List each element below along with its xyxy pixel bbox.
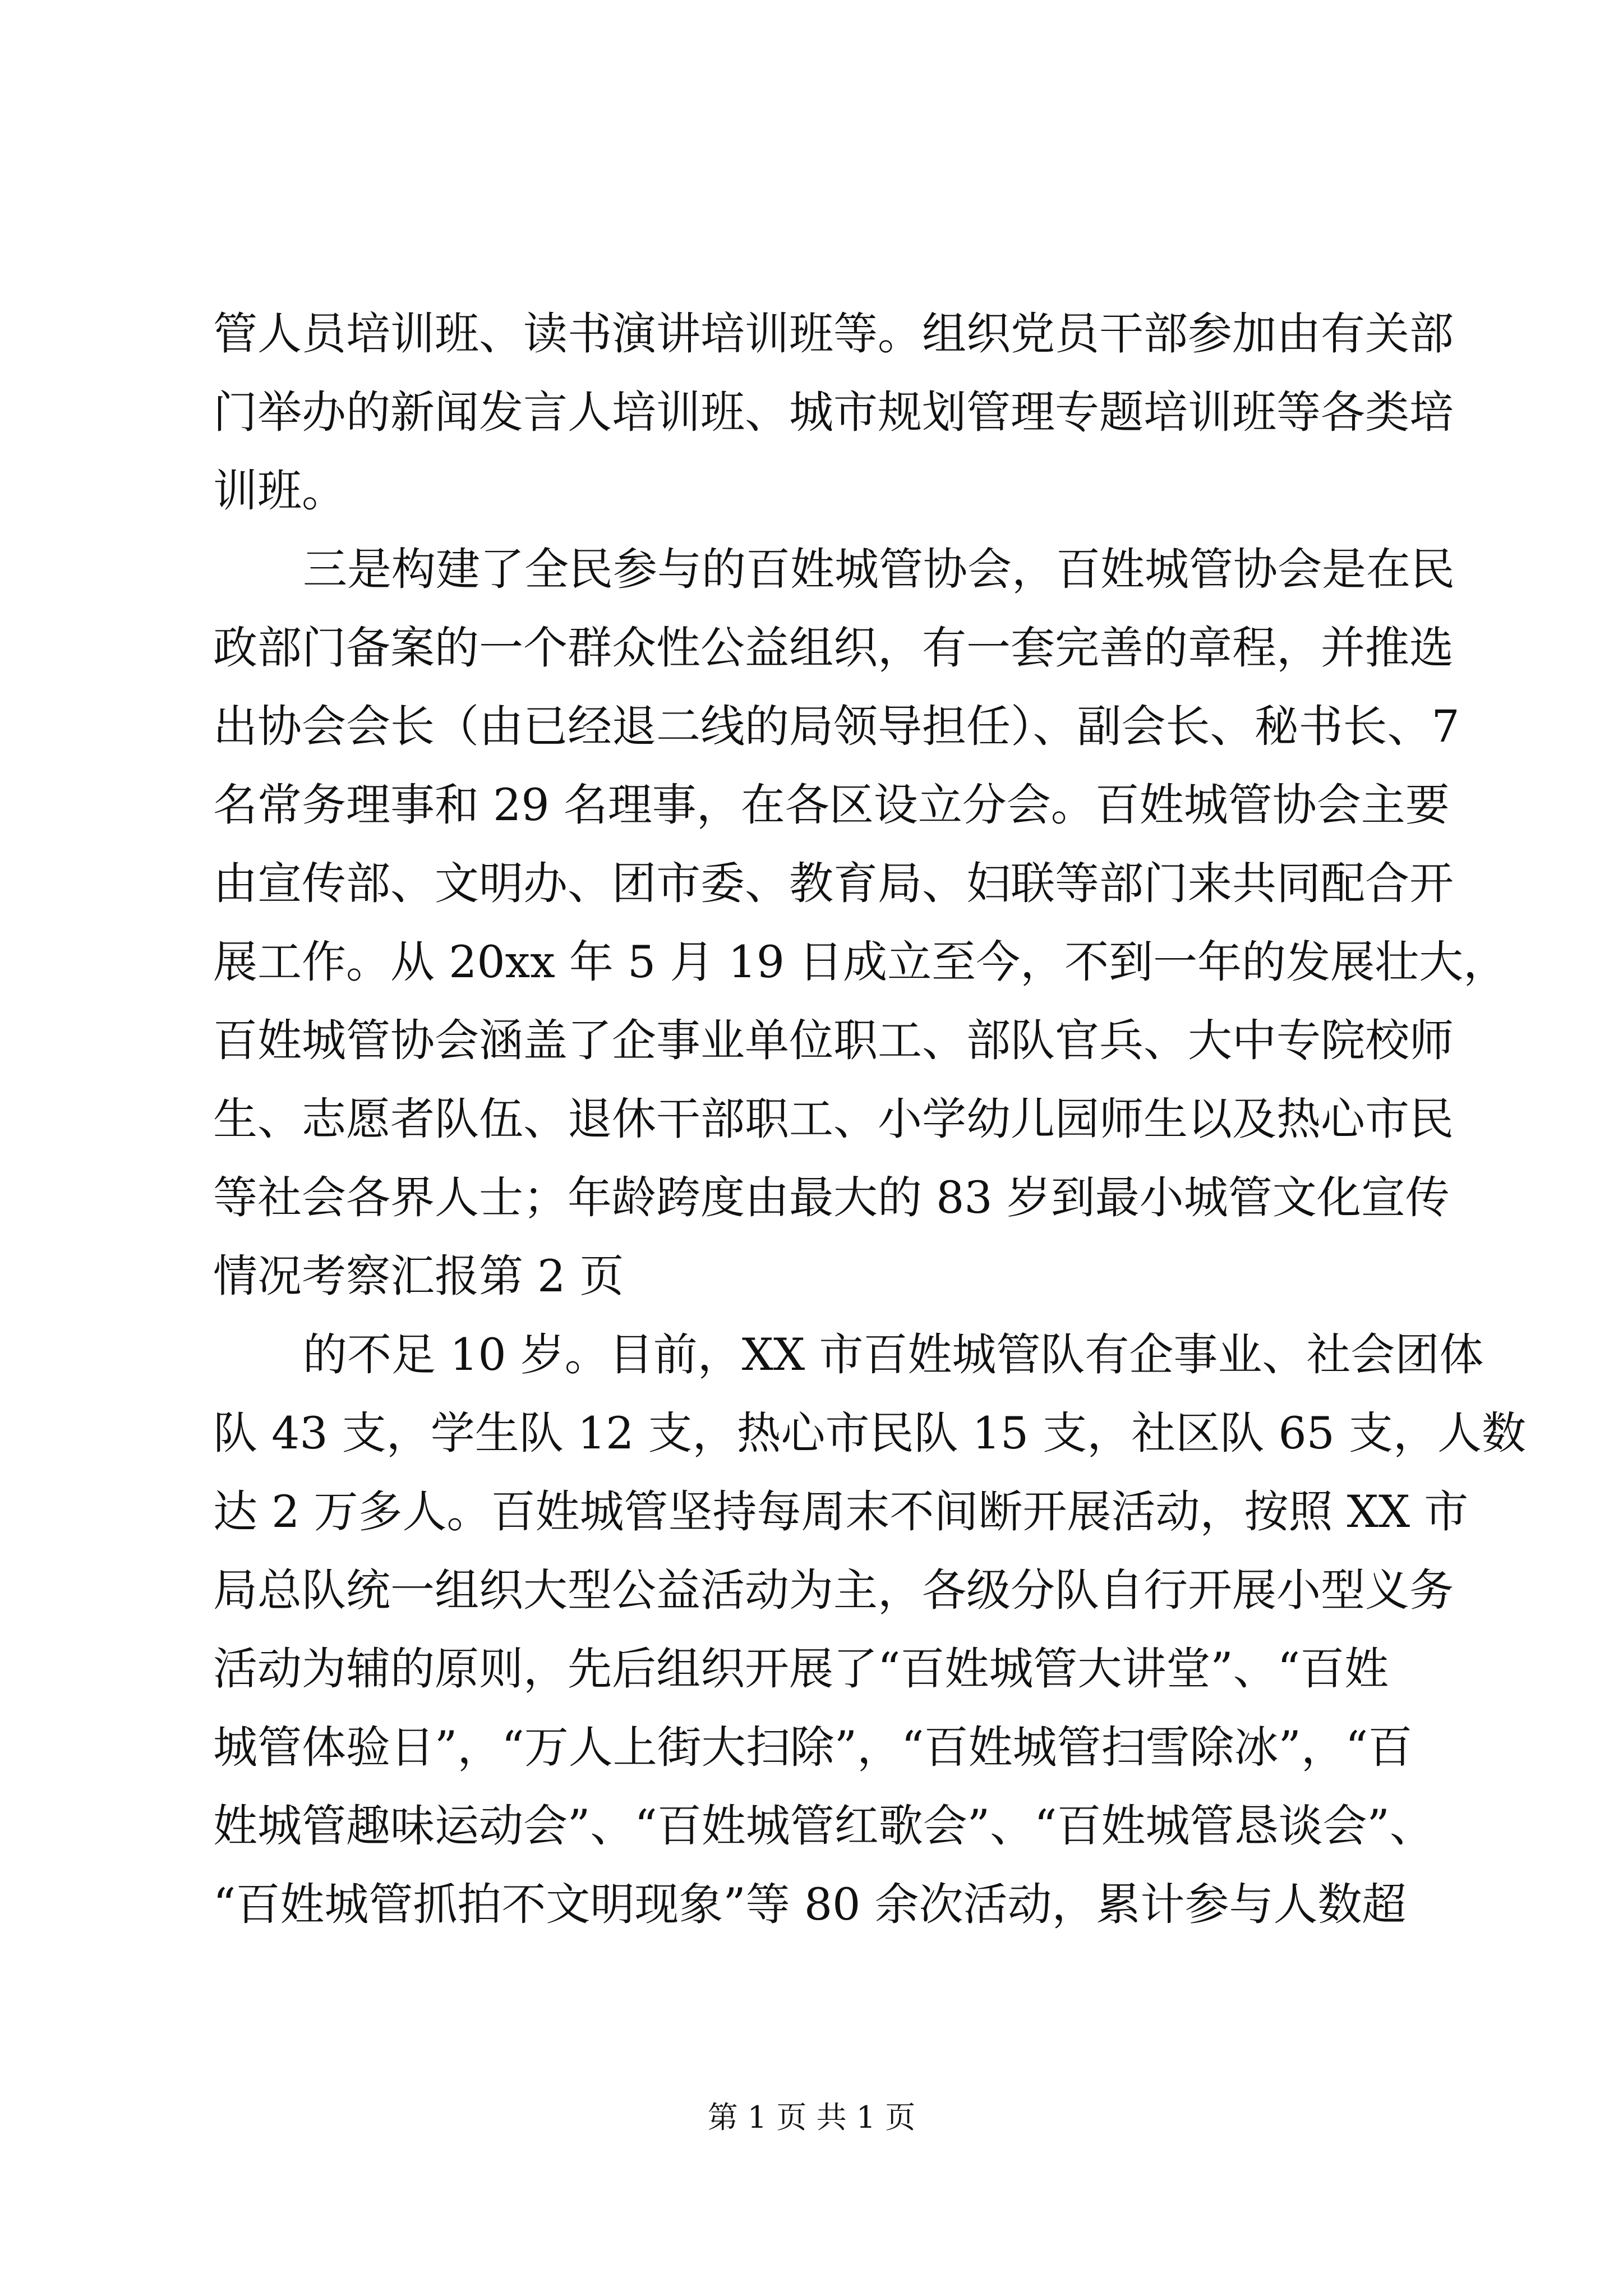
body-text-line: 门举办的新闻发言人培训班、城市规划管理专题培训班等各类培 — [213, 386, 1454, 438]
body-text-line: 生、志愿者队伍、退休干部职工、小学幼儿园师生以及热心市民 — [213, 1093, 1454, 1145]
body-text-line: 由宣传部、文明办、团市委、教育局、妇联等部门来共同配合开 — [213, 858, 1454, 909]
body-text-line: 名常务理事和 29 名理事，在各区设立分会。百姓城管协会主要 — [213, 779, 1450, 831]
body-text-line: 达 2 万多人。百姓城管坚持每周末不间断开展活动，按照 XX 市 — [213, 1486, 1469, 1538]
body-text-line: “百姓城管抓拍不文明现象”等 80 余次活动，累计参与人数超 — [213, 1879, 1407, 1930]
body-text-line: 局总队统一组织大型公益活动为主，各级分队自行开展小型义务 — [213, 1565, 1454, 1616]
body-text-line: 百姓城管协会涵盖了企事业单位职工、部队官兵、大中专院校师 — [213, 1015, 1454, 1066]
body-text-line: 队 43 支，学生队 12 支，热心市民队 15 支，社区队 65 支，人数 — [213, 1407, 1526, 1459]
body-text-line: 姓城管趣味运动会”、“百姓城管红歌会”、“百姓城管恳谈会”、 — [213, 1800, 1434, 1852]
page-footer: 第 1 页 共 1 页 — [707, 2100, 916, 2135]
body-text-line: 政部门备案的一个群众性公益组织，有一套完善的章程，并推选 — [213, 622, 1454, 674]
paragraph-first-line: 的不足 10 岁。目前，XX 市百姓城管队有企事业、社会团体 — [303, 1329, 1484, 1381]
body-text-line: 城管体验日”，“万人上街大扫除”，“百姓城管扫雪除冰”，“百 — [213, 1722, 1413, 1773]
paragraph-first-line: 三是构建了全民参与的百姓城管协会，百姓城管协会是在民 — [303, 544, 1455, 595]
body-text-line: 训班。 — [213, 465, 346, 517]
body-text-line: 管人员培训班、读书演讲培训班等。组织党员干部参加由有关部 — [213, 308, 1454, 360]
body-text-line: 出协会会长（由已经退二线的局领导担任）、副会长、秘书长、7 — [213, 701, 1460, 752]
body-text-line: 展工作。从 20xx 年 5 月 19 日成立至今，不到一年的发展壮大， — [213, 936, 1508, 988]
body-text-line: 等社会各界人士；年龄跨度由最大的 83 岁到最小城管文化宣传 — [213, 1172, 1450, 1223]
body-text-line: 情况考察汇报第 2 页 — [213, 1250, 624, 1302]
body-text-line: 活动为辅的原则，先后组织开展了“百姓城管大讲堂”、“百姓 — [213, 1643, 1389, 1695]
